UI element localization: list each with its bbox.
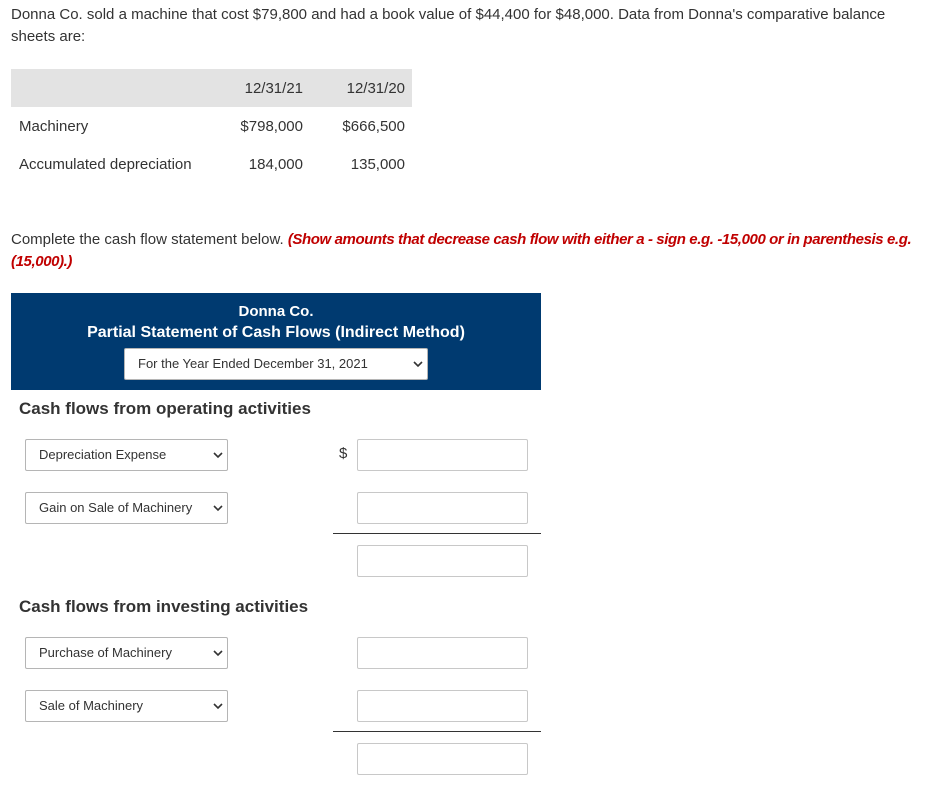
- operating-section-title: Cash flows from operating activities: [19, 399, 311, 418]
- chevron-down-icon: [213, 450, 223, 460]
- investing-row-1-amount-input[interactable]: [357, 637, 528, 669]
- operating-total-rule: [333, 533, 541, 534]
- investing-row-1-select-value: Purchase of Machinery: [39, 645, 172, 660]
- instructions-hint: (Show amounts that decrease cash flow with either a - sign e.g. -15,000 or in parenthesis e.g. (15,000).): [11, 231, 912, 270]
- operating-row-2-amount-input[interactable]: [357, 492, 528, 524]
- column-header-2021: 12/31/21: [244, 80, 303, 97]
- operating-row-2-select-value: Gain on Sale of Machinery: [39, 500, 193, 515]
- investing-row-2-select-value: Sale of Machinery: [39, 698, 144, 713]
- column-header-2020: 12/31/20: [346, 80, 405, 97]
- chevron-down-icon: [213, 648, 223, 658]
- chevron-down-icon: [213, 701, 223, 711]
- problem-text: Donna Co. sold a machine that cost $79,800 and had a book value of $44,400 for $48,000. Data from Donna's comparative balance sheets are:: [11, 6, 886, 45]
- statement-title: Partial Statement of Cash Flows (Indirect Method): [87, 324, 465, 341]
- instructions-text: Complete the cash flow statement below.: [11, 231, 284, 248]
- operating-row-1-amount-input[interactable]: [357, 439, 528, 471]
- investing-section-title: Cash flows from investing activities: [19, 597, 309, 616]
- investing-row-2-select[interactable]: [25, 690, 228, 722]
- period-select[interactable]: [124, 348, 428, 380]
- investing-row-1-select[interactable]: [25, 637, 228, 669]
- chevron-down-icon: [413, 359, 423, 369]
- period-select-value: For the Year Ended December 31, 2021: [138, 356, 368, 371]
- accumulated-depreciation-2021-value: 184,000: [248, 156, 303, 173]
- row-label-accumulated-depreciation: Accumulated depreciation: [19, 156, 192, 173]
- statement-company: Donna Co.: [238, 303, 314, 320]
- chevron-down-icon: [213, 503, 223, 513]
- operating-total-input[interactable]: [357, 545, 528, 577]
- operating-row-1-select[interactable]: [25, 439, 228, 471]
- instructions: [11, 229, 916, 273]
- row-label-machinery: Machinery: [19, 118, 89, 135]
- operating-row-1-select-value: Depreciation Expense: [39, 447, 167, 462]
- accumulated-depreciation-2020-value: 135,000: [350, 156, 405, 173]
- investing-total-input[interactable]: [357, 743, 528, 775]
- statement-header: [11, 293, 541, 390]
- investing-row-2-amount-input[interactable]: [357, 690, 528, 722]
- dollar-sign: $: [339, 445, 348, 462]
- machinery-2020-value: $666,500: [342, 118, 405, 135]
- machinery-2021-value: $798,000: [240, 118, 303, 135]
- investing-total-rule: [333, 731, 541, 732]
- operating-row-2-select[interactable]: [25, 492, 228, 524]
